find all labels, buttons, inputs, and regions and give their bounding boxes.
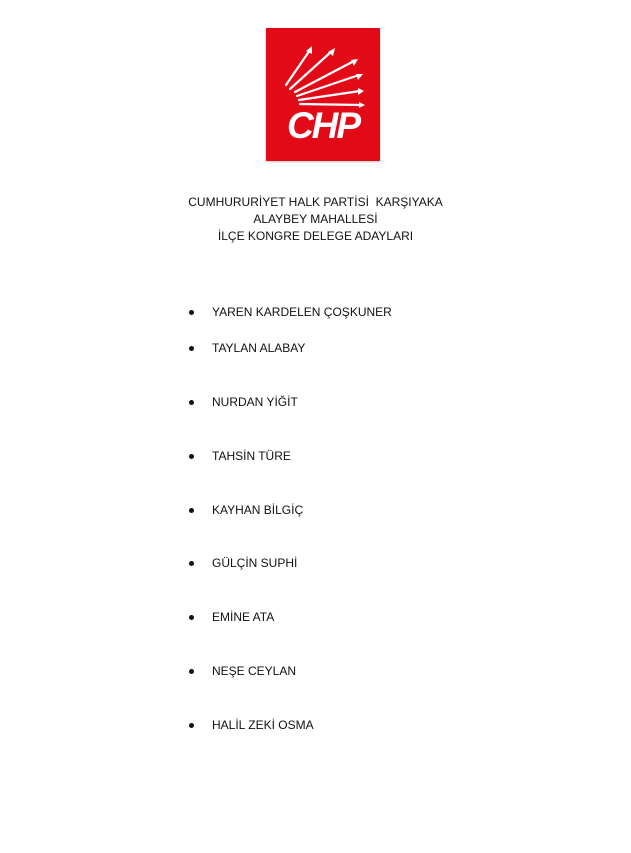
bullet-icon bbox=[189, 454, 194, 459]
candidate-name: TAHSİN TÜRE bbox=[212, 449, 291, 463]
six-arrows-emblem bbox=[266, 28, 380, 108]
bullet-icon bbox=[189, 400, 194, 405]
bullet-icon bbox=[189, 310, 194, 315]
bullet-icon bbox=[189, 346, 194, 351]
bullet-icon bbox=[189, 561, 194, 566]
heading-line-neighborhood: ALAYBEY MAHALLESİ bbox=[253, 212, 378, 226]
heading-line-title: İLÇE KONGRE DELEGE ADAYLARI bbox=[217, 229, 414, 243]
bullet-icon bbox=[189, 669, 194, 674]
bullet-icon bbox=[189, 508, 194, 513]
candidate-name: KAYHAN BİLGİÇ bbox=[212, 503, 304, 517]
chp-logo bbox=[266, 28, 380, 161]
document-heading bbox=[0, 194, 631, 245]
candidate-name: NEŞE CEYLAN bbox=[212, 664, 297, 678]
heading-line-party: CUMHURURİYET HALK PARTİSİ KARŞIYAKA bbox=[188, 195, 443, 209]
bullet-icon bbox=[189, 723, 194, 728]
candidate-name: TAYLAN ALABAY bbox=[212, 341, 306, 355]
candidate-name: HALİL ZEKİ OSMA bbox=[212, 718, 314, 732]
candidate-name: EMİNE ATA bbox=[212, 610, 275, 624]
logo-text: CHP bbox=[286, 105, 360, 146]
candidate-name: GÜLÇİN SUPHİ bbox=[212, 556, 298, 570]
candidate-name: YAREN KARDELEN ÇOŞKUNER bbox=[212, 305, 392, 319]
bullet-icon bbox=[189, 615, 194, 620]
candidate-name: NURDAN YİĞİT bbox=[212, 395, 298, 409]
